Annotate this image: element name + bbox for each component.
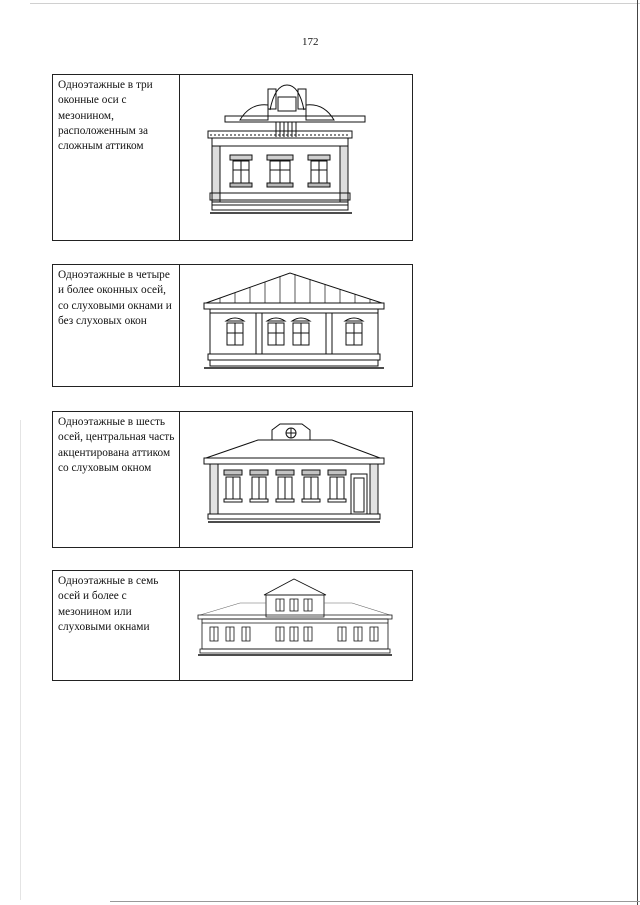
scan-edge-right [637, 0, 638, 905]
facade-drawing-six-axes-attic [180, 412, 412, 547]
building-type-entry-1 [52, 74, 413, 241]
building-type-description: Одноэтажные в шесть осей, центральная часть акцентирована аттиком со слуховым окном [53, 412, 180, 547]
building-type-entry-3 [52, 411, 413, 548]
building-type-description: Одноэтажные в семь осей и более с мезонином или слуховыми окнами [53, 571, 180, 680]
building-type-description: Одноэтажные в четыре и более оконных осей, со слуховыми окнами и без слуховых окон [53, 265, 180, 386]
building-type-entry-2 [52, 264, 413, 387]
building-type-description: Одноэтажные в три оконные оси с мезонином, расположенным за сложным аттиком [53, 75, 180, 240]
facade-drawing-three-axes-mezzanine [180, 75, 412, 240]
facade-drawing-seven-axes-mezzanine [180, 571, 412, 680]
scan-edge-bottom [110, 901, 640, 902]
scan-edge-top [30, 3, 640, 4]
page-number: 172 [302, 36, 319, 48]
scan-edge-left [20, 420, 21, 900]
building-type-entry-4 [52, 570, 413, 681]
facade-drawing-four-axes-hip-roof [180, 265, 412, 386]
